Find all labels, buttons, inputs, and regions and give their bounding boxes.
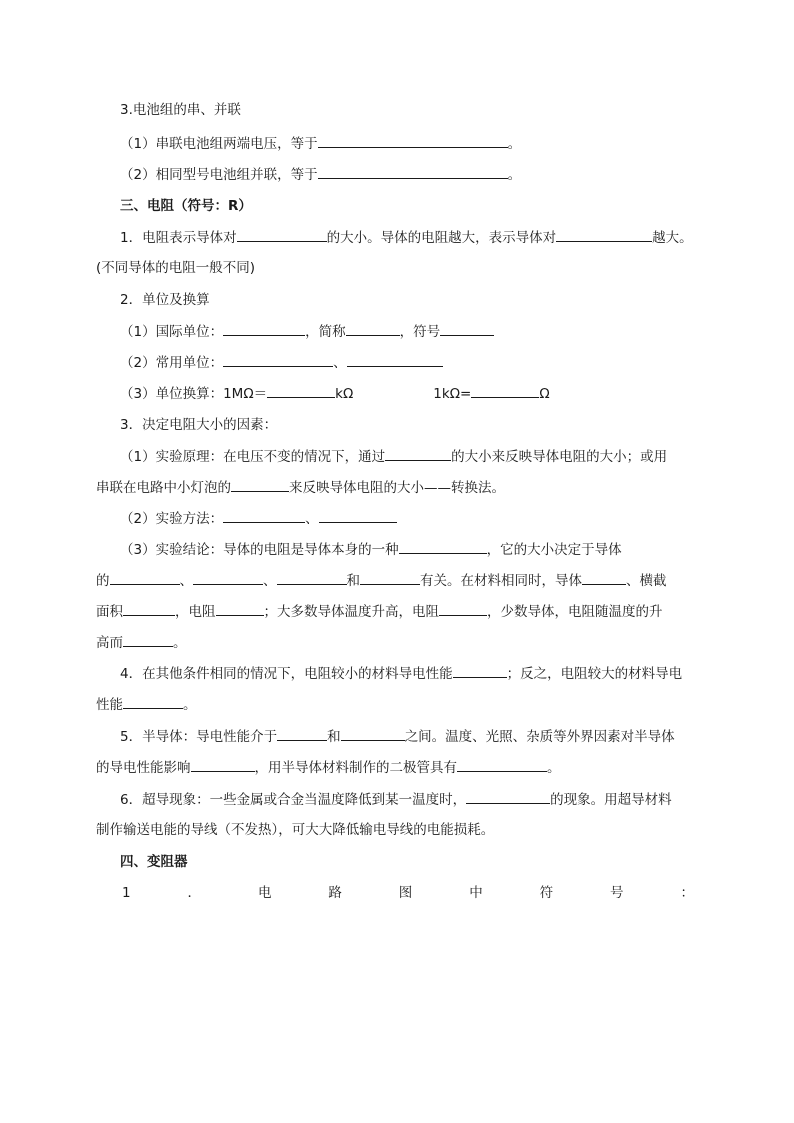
text: 和: [327, 729, 341, 745]
answer-blank[interactable]: [471, 383, 539, 398]
conductivity-item: [120, 663, 701, 684]
text: 、横截: [626, 573, 667, 589]
text: 。: [507, 136, 522, 152]
text: 面积: [96, 604, 123, 620]
answer-blank[interactable]: [223, 508, 305, 523]
answer-blank[interactable]: [453, 663, 507, 678]
text: 5．半导体：导电性能介于: [120, 729, 278, 745]
answer-blank[interactable]: [319, 508, 397, 523]
text: 的现象。用超导材料: [550, 792, 672, 808]
text: 、: [179, 573, 193, 589]
text: ；大多数导体温度升高，电阻: [263, 604, 439, 620]
text: （3）实验结论：导体的电阻是导体本身的一种: [120, 542, 399, 558]
parallel-battery-item: [120, 164, 701, 185]
text: ，简称: [305, 324, 346, 340]
text: ，用半导体材料制作的二极管具有: [254, 760, 457, 776]
text: 、: [263, 573, 277, 589]
answer-blank[interactable]: [439, 601, 487, 616]
answer-blank[interactable]: [223, 321, 305, 336]
answer-blank[interactable]: [237, 227, 327, 242]
text: 。: [507, 167, 522, 183]
char: 符: [539, 885, 554, 901]
text: 4．在其他条件相同的情况下，电阻较小的材料导电性能: [120, 666, 453, 682]
experiment-conclusion-cont: [96, 632, 701, 653]
answer-blank[interactable]: [193, 570, 263, 585]
text: ，符号: [399, 324, 441, 340]
answer-blank[interactable]: [191, 757, 255, 772]
text: 。: [547, 760, 561, 776]
text: （1）串联电池组两端电压，等于: [120, 136, 318, 152]
text: ；反之，电阻较大的材料导电: [506, 666, 683, 682]
text: 。: [183, 697, 197, 713]
text: 有关。在材料相同时，导体: [420, 573, 582, 589]
char: ．: [187, 885, 202, 901]
char: ：: [680, 885, 694, 901]
answer-blank[interactable]: [223, 352, 333, 367]
unit-conversion-item: [120, 383, 701, 404]
text: （2）实验方法：: [120, 511, 224, 527]
experiment-principle: [120, 446, 701, 467]
answer-blank[interactable]: [399, 539, 487, 554]
text: 的大小来反映导体电阻的大小；或用: [451, 449, 668, 465]
resistance-note: (不同导体的电阻一般不同): [96, 260, 256, 276]
text: 来反映导体电阻的大小——转换法。: [289, 480, 505, 496]
answer-blank[interactable]: [231, 477, 289, 492]
text: （2）相同型号电池组并联，等于: [120, 167, 318, 183]
experiment-method: [120, 508, 701, 529]
char: 1: [122, 885, 131, 901]
answer-blank[interactable]: [277, 726, 327, 741]
text: 、: [305, 511, 319, 527]
text: 的大小。导体的电阻越大，表示导体对: [326, 230, 557, 246]
common-unit-item: [120, 352, 701, 373]
resistance-definition: [120, 227, 701, 248]
si-unit-item: [120, 321, 701, 342]
circuit-symbol-line: [122, 883, 694, 903]
factors-title: 3．决定电阻大小的因素：: [120, 417, 278, 433]
text: 的导电性能影响: [96, 760, 191, 776]
text: ，少数导体，电阻随温度的升: [487, 604, 663, 620]
semiconductor-item: [120, 726, 701, 747]
answer-blank[interactable]: [440, 321, 494, 336]
text: ，它的大小决定于导体: [486, 542, 622, 558]
section-heading: 四、变阻器: [120, 854, 188, 870]
superconductivity-item-cont: 制作输送电能的导线（不发热），可大大降低输电导线的电能损耗。: [96, 822, 495, 838]
answer-blank[interactable]: [466, 789, 550, 804]
text: （3）单位换算：1MΩ＝: [120, 386, 268, 402]
text: （1）国际单位：: [120, 324, 224, 340]
answer-blank[interactable]: [346, 321, 400, 336]
text: （2）常用单位：: [120, 355, 224, 371]
section-title: 3.电池组的串、并联: [120, 102, 241, 118]
text: 、: [333, 355, 347, 371]
text: Ω: [539, 386, 550, 402]
experiment-conclusion: [120, 539, 701, 560]
answer-blank[interactable]: [216, 601, 264, 616]
experiment-conclusion-cont: [96, 570, 701, 591]
text: 高而: [96, 635, 123, 651]
answer-blank[interactable]: [318, 133, 508, 148]
text: 6．超导现象：一些金属或合金当温度降低到某一温度时，: [120, 792, 467, 808]
answer-blank[interactable]: [582, 570, 626, 585]
answer-blank[interactable]: [556, 227, 652, 242]
answer-blank[interactable]: [360, 570, 420, 585]
text: 1kΩ=: [433, 386, 472, 402]
answer-blank[interactable]: [267, 383, 335, 398]
text: 。: [173, 635, 187, 651]
answer-blank[interactable]: [110, 570, 180, 585]
text: 的: [96, 573, 110, 589]
text: 串联在电路中小灯泡的: [96, 480, 231, 496]
answer-blank[interactable]: [123, 694, 183, 709]
text: ，电阻: [175, 604, 216, 620]
text: （1）实验原理：在电压不变的情况下，通过: [120, 449, 386, 465]
text: 1．电阻表示导体对: [120, 230, 237, 246]
conductivity-item-cont: [96, 694, 701, 715]
experiment-principle-cont: [96, 477, 701, 498]
text: 性能: [96, 697, 123, 713]
answer-blank[interactable]: [123, 632, 173, 647]
text: 之间。温度、光照、杂质等外界因素对半导体: [404, 729, 675, 745]
answer-blank[interactable]: [347, 352, 443, 367]
char: 图: [398, 885, 413, 901]
semiconductor-item-cont: [96, 757, 701, 778]
answer-blank[interactable]: [318, 164, 508, 179]
series-battery-item: [120, 133, 701, 154]
answer-blank[interactable]: [277, 570, 347, 585]
answer-blank[interactable]: [385, 446, 451, 461]
answer-blank[interactable]: [341, 726, 405, 741]
unit-title: 2．单位及换算: [120, 292, 210, 308]
text: 和: [346, 573, 360, 589]
section-heading: 三、电阻（符号：R）: [120, 198, 252, 214]
answer-blank[interactable]: [457, 757, 547, 772]
superconductivity-item: [120, 789, 701, 810]
text: kΩ: [335, 386, 354, 402]
char: 中: [469, 885, 483, 901]
text: 越大。: [652, 230, 693, 246]
char: 电: [257, 885, 272, 901]
answer-blank[interactable]: [123, 601, 175, 616]
experiment-conclusion-cont: [96, 601, 701, 622]
char: 号: [610, 885, 624, 901]
char: 路: [328, 885, 342, 901]
